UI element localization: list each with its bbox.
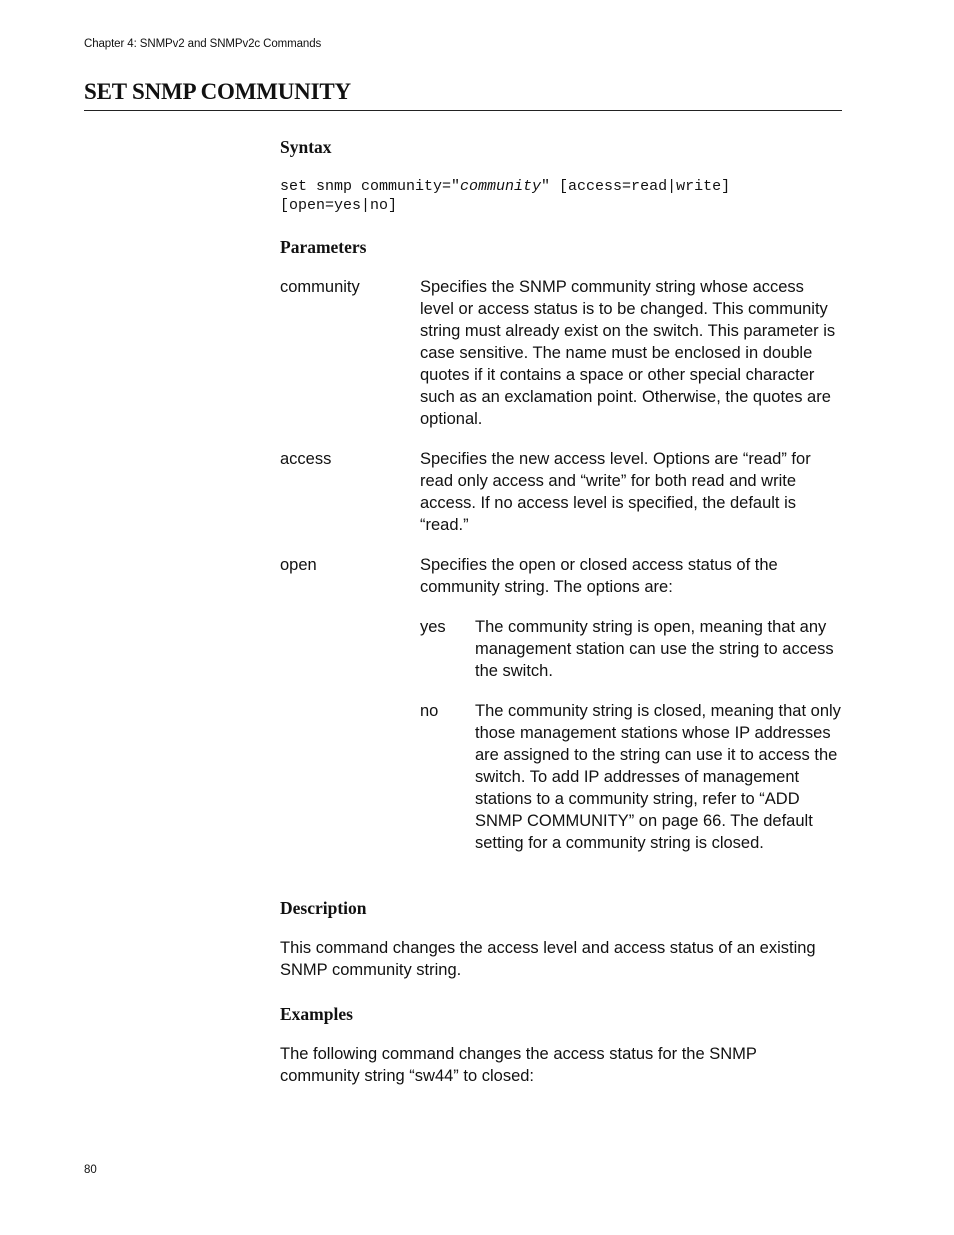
syntax-code: [280, 177, 730, 215]
description-text: This command changes the access level and access status of an existing SNMP community string.: [280, 939, 816, 979]
parameters-heading: Parameters: [280, 237, 367, 257]
param-desc-community: Specifies the SNMP community string whose access level or access status is to be changed. This community string must already exist on the switch. This parameter is case sensitive. The name must be enclosed in double quotes if it contains a space or other special character such as an exclamation point. Otherwise, the quotes are optional.: [420, 278, 836, 428]
running-header: Chapter 4: SNMPv2 and SNMPv2c Commands: [84, 38, 322, 50]
syntax-line1-suffix: " [access=read|write]: [541, 178, 731, 195]
option-name-yes: yes: [420, 618, 446, 636]
title-rule: [84, 110, 842, 111]
syntax-line1-prefix: set snmp community=": [280, 178, 461, 195]
param-name-access: access: [280, 450, 332, 468]
syntax-variable: community: [460, 178, 542, 195]
param-desc-access: Specifies the new access level. Options are “read” for read only access and “write” for both read and write access. If no access level is specified, the default is “read.”: [420, 450, 811, 534]
param-name-community: community: [280, 278, 360, 296]
examples-heading: Examples: [280, 1004, 353, 1024]
examples-text: The following command changes the access status for the SNMP community string “sw44” to closed:: [280, 1045, 757, 1085]
page-number: 80: [84, 1164, 97, 1176]
option-name-no: no: [420, 702, 439, 720]
option-desc-no: The community string is closed, meaning that only those management stations whose IP addresses are assigned to the string can use it to access the switch. To add IP addresses of management stations to a community string, refer to “ADD SNMP COMMUNITY” on page 66. The default setting for a community string is closed.: [475, 702, 841, 852]
syntax-line2: [open=yes|no]: [280, 197, 398, 214]
page-title: SET SNMP COMMUNITY: [84, 79, 351, 104]
param-desc-open: Specifies the open or closed access status of the community string. The options are:: [420, 556, 778, 596]
description-heading: Description: [280, 898, 367, 918]
syntax-heading: Syntax: [280, 137, 332, 157]
option-desc-yes: The community string is open, meaning that any management station can use the string to access the switch.: [475, 618, 834, 680]
param-name-open: open: [280, 556, 317, 574]
